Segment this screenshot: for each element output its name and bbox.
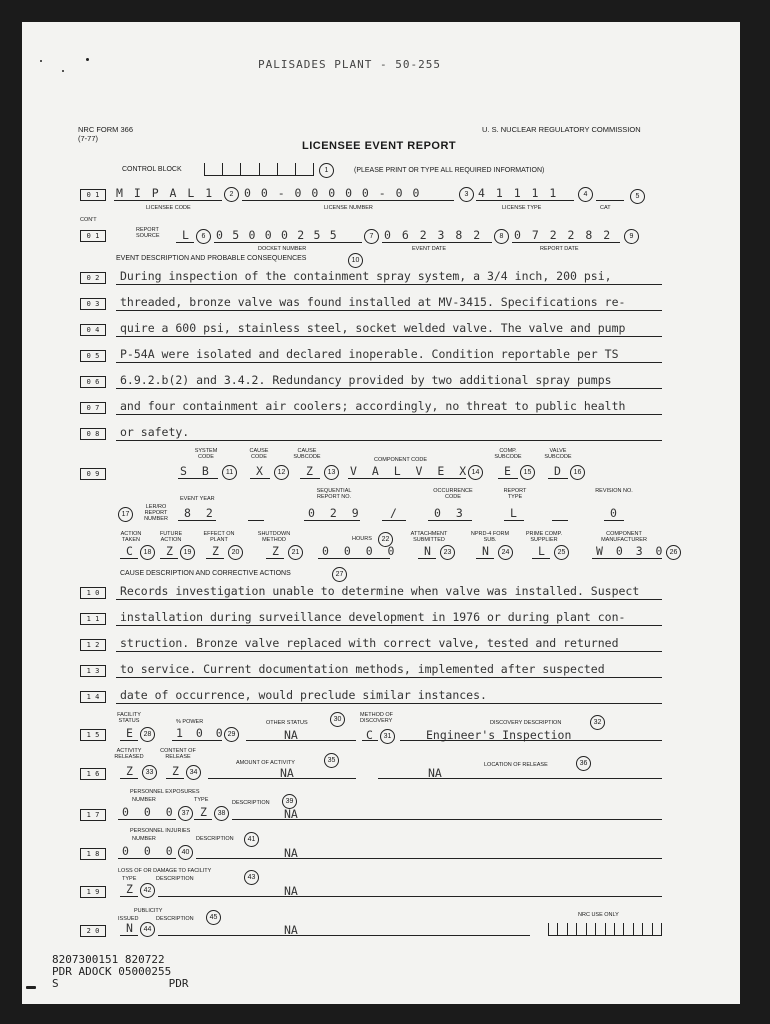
field-marker-7: 7 (364, 229, 379, 244)
discovery-method: C (366, 728, 373, 742)
event-year: 8 2 (184, 506, 217, 520)
damage-desc-label: DESCRIPTION (156, 876, 194, 882)
field-marker-43: 43 (244, 870, 259, 885)
field-marker-18: 18 (140, 545, 155, 560)
field-marker-13: 13 (324, 465, 339, 480)
scan-speck (40, 60, 42, 62)
control-block-label: CONTROL BLOCK (122, 166, 182, 173)
ler-label: LER/RO REPORT NUMBER (144, 504, 168, 522)
publicity-desc-label: DESCRIPTION (156, 916, 194, 922)
field-marker-42: 42 (140, 883, 155, 898)
row-number: 1 0 (80, 587, 106, 599)
injuries-number: 0 0 0 (122, 844, 177, 858)
agency-name: U. S. NUCLEAR REGULATORY COMMISSION (482, 125, 641, 134)
field-marker-44: 44 (140, 922, 155, 937)
hours-value: 0 0 0 0 (322, 544, 399, 558)
sequential-number: 0 2 9 (308, 506, 363, 520)
cause-code-label: CAUSE CODE (249, 448, 269, 460)
field-marker-15: 15 (520, 465, 535, 480)
row-number-19: 1 9 (80, 886, 106, 898)
field-marker-20: 20 (228, 545, 243, 560)
field-marker-41: 41 (244, 832, 259, 847)
prime-comp-label: PRIME COMP. SUPPLIER (525, 531, 563, 543)
license-number: 0 0 - 0 0 0 0 0 - 0 0 (244, 186, 421, 200)
row-number-09: 0 9 (80, 468, 106, 480)
occurrence-code: 0 3 (434, 506, 467, 520)
field-marker-29: 29 (224, 727, 239, 742)
field-marker-21: 21 (288, 545, 303, 560)
field-marker-32: 32 (590, 715, 605, 730)
component-code: V A L V E X (350, 464, 471, 478)
ler-slash: / (390, 506, 397, 520)
future-action: Z (166, 544, 173, 558)
row-number: 1 2 (80, 639, 106, 651)
field-marker-28: 28 (140, 727, 155, 742)
discovery-desc-label: DISCOVERY DESCRIPTION (490, 720, 562, 726)
valve-subcode: D (554, 464, 561, 478)
row-number: 0 5 (80, 350, 106, 362)
activity-released: Z (126, 764, 133, 778)
row-number: 0 3 (80, 298, 106, 310)
field-marker-12: 12 (274, 465, 289, 480)
row-number: 0 4 (80, 324, 106, 336)
license-number-label: LICENSE NUMBER (324, 205, 373, 211)
writing-line (116, 362, 662, 363)
document-title: LICENSEE EVENT REPORT (302, 140, 457, 152)
publicity-issued-label: ISSUED (118, 916, 139, 922)
nprd-form: N (482, 544, 489, 558)
description-line: to service. Current documentation methods, implemented after suspected (120, 662, 605, 676)
cause-code: X (256, 464, 263, 478)
effect-label: EFFECT ON PLANT (203, 531, 235, 543)
writing-line (116, 651, 662, 652)
facility-status: E (126, 726, 133, 740)
description-line: P-54A were isolated and declared inoperable. Condition reportable per TS (120, 347, 619, 361)
field-marker-38: 38 (214, 806, 229, 821)
writing-line (116, 336, 662, 337)
row-number: 0 7 (80, 402, 106, 414)
publicity-description: NA (284, 923, 298, 937)
description-line: quire a 600 psi, stainless steel, socket welded valve. The valve and pump (120, 321, 626, 335)
form-id: NRC FORM 366 (78, 125, 134, 134)
attachment-label: ATTACHMENT SUBMITTED (410, 531, 448, 543)
writing-line (116, 284, 662, 285)
field-marker-27: 27 (332, 567, 347, 582)
revision-number: 0 (610, 506, 617, 520)
nrc-use-boxes (548, 923, 662, 936)
field-marker-30: 30 (330, 712, 345, 727)
amount-activity-label: AMOUNT OF ACTIVITY (236, 760, 295, 766)
damage-type: Z (126, 882, 133, 896)
row-number-20: 2 0 (80, 925, 106, 937)
effect-on-plant: Z (212, 544, 219, 558)
field-marker-45: 45 (206, 910, 221, 925)
event-date-label: EVENT DATE (412, 246, 447, 252)
facility-status-label: FACILITY STATUS (117, 712, 141, 724)
report-page (22, 22, 740, 1004)
field-marker-3: 3 (459, 187, 474, 202)
writing-line (116, 625, 662, 626)
field-marker-17: 17 (118, 507, 133, 522)
field-marker-40: 40 (178, 845, 193, 860)
control-block-boxes (204, 163, 314, 176)
publicity-issued: N (126, 921, 133, 935)
field-marker-23: 23 (440, 545, 455, 560)
licensee-code-label: LICENSEE CODE (146, 205, 191, 211)
exposures-section-label: PERSONNEL EXPOSURES (130, 789, 200, 795)
event-section-label: EVENT DESCRIPTION AND PROBABLE CONSEQUENCES (116, 255, 307, 262)
field-marker-35: 35 (324, 753, 339, 768)
action-taken-label: ACTION TAKEN (120, 531, 142, 543)
report-date: 0 7 2 2 8 2 (514, 228, 613, 242)
field-marker-14: 14 (468, 465, 483, 480)
location-of-release: NA (428, 766, 442, 780)
event-date: 0 6 2 3 8 2 (384, 228, 483, 242)
field-marker-36: 36 (576, 756, 591, 771)
exposures-number: 0 0 0 (122, 805, 177, 819)
discovery-method-label: METHOD OF DISCOVERY (360, 712, 393, 724)
row-number: 0 8 (80, 428, 106, 440)
comp-subcode: E (504, 464, 511, 478)
description-line: 6.9.2.b(2) and 3.4.2. Redundancy provided by two additional spray pumps (120, 373, 612, 387)
power-label: % POWER (176, 719, 204, 725)
writing-line (116, 599, 662, 600)
field-marker-1: 1 (319, 163, 334, 178)
row-number-01b: 0 1 (80, 230, 106, 242)
writing-line (116, 440, 662, 441)
field-marker-4: 4 (578, 187, 593, 202)
damage-description: NA (284, 884, 298, 898)
continue-label: CON'T (80, 217, 97, 223)
component-code-label: COMPONENT CODE (374, 457, 428, 463)
field-marker-2: 2 (224, 187, 239, 202)
scan-speck (62, 70, 64, 72)
field-marker-39: 39 (282, 794, 297, 809)
damage-type-label: TYPE (122, 876, 137, 882)
injuries-section-label: PERSONNEL INJURIES (130, 828, 191, 834)
writing-line (116, 677, 662, 678)
other-status: NA (284, 728, 298, 742)
form-date: (7-77) (78, 134, 99, 143)
row-number: 1 4 (80, 691, 106, 703)
field-marker-33: 33 (142, 765, 157, 780)
field-marker-34: 34 (186, 765, 201, 780)
writing-line (116, 388, 662, 389)
amount-of-activity: NA (280, 766, 294, 780)
plant-title: PALISADES PLANT - 50-255 (258, 58, 441, 71)
stamp-line-3 (52, 978, 189, 990)
instruction-text: (PLEASE PRINT OR TYPE ALL REQUIRED INFORMATION) (354, 167, 545, 174)
writing-line (116, 414, 662, 415)
stamp-line-1: 8207300151 820722 (52, 953, 165, 966)
exposures-type: Z (200, 805, 207, 819)
discovery-description: Engineer's Inspection (426, 728, 572, 742)
field-marker-11: 11 (222, 465, 237, 480)
exposures-description: NA (284, 807, 298, 821)
field-marker-16: 16 (570, 465, 585, 480)
row-number-16: 1 6 (80, 768, 106, 780)
scan-speck (86, 58, 89, 61)
row-number: 1 3 (80, 665, 106, 677)
field-marker-25: 25 (554, 545, 569, 560)
writing-line (116, 310, 662, 311)
occurrence-label: OCCURRENCE CODE (433, 488, 473, 500)
scan-speck (26, 986, 36, 989)
field-marker-24: 24 (498, 545, 513, 560)
row-number: 0 2 (80, 272, 106, 284)
power-value: 1 0 0 (176, 726, 226, 740)
publicity-section-label: PUBLICITY (134, 908, 163, 914)
docket-number-label: DOCKET NUMBER (258, 246, 307, 252)
prime-comp-supplier: L (538, 544, 545, 558)
injuries-description: NA (284, 846, 298, 860)
row-number: 1 1 (80, 613, 106, 625)
activity-released-label: ACTIVITY RELEASED (114, 748, 144, 760)
field-marker-37: 37 (178, 806, 193, 821)
description-line: or safety. (120, 425, 190, 439)
row-number-01: 0 1 (80, 189, 106, 201)
report-source: L (182, 228, 189, 242)
field-marker-10: 10 (348, 253, 363, 268)
field-marker-19: 19 (180, 545, 195, 560)
exposures-desc-label: DESCRIPTION (232, 800, 270, 806)
field-marker-6: 6 (196, 229, 211, 244)
description-line: threaded, bronze valve was found installed at MV-3415. Specifications re- (120, 295, 626, 309)
exposures-type-label: TYPE (194, 797, 209, 803)
event-year-label: EVENT YEAR (180, 496, 215, 502)
shutdown-method: Z (272, 544, 279, 558)
row-number: 0 6 (80, 376, 106, 388)
action-taken: C (126, 544, 133, 558)
stamp-pdr: PDR (168, 977, 189, 990)
sequential-label: SEQUENTIAL REPORT NO. (316, 488, 352, 500)
report-date-label: REPORT DATE (540, 246, 579, 252)
report-source-label: REPORT SOURCE (136, 227, 160, 239)
field-marker-8: 8 (494, 229, 509, 244)
comp-subcode-label: COMP. SUBCODE (494, 448, 522, 460)
other-status-label: OTHER STATUS (266, 720, 308, 726)
row-number-17: 1 7 (80, 809, 106, 821)
writing-line (116, 703, 662, 704)
description-line: struction. Bronze valve replaced with correct valve, tested and returned (120, 636, 619, 650)
shutdown-label: SHUTDOWN METHOD (257, 531, 291, 543)
injuries-desc-label: DESCRIPTION (196, 836, 234, 842)
report-type: L (510, 506, 517, 520)
location-release-label: LOCATION OF RELEASE (484, 762, 548, 768)
description-line: During inspection of the containment spray system, a 3/4 inch, 200 psi, (120, 269, 612, 283)
field-marker-5: 5 (630, 189, 645, 204)
description-line: installation during surveillance development in 1976 or during plant con- (120, 610, 626, 624)
description-line: and four containment air coolers; accordingly, no threat to public health (120, 399, 626, 413)
component-manufacturer: W 0 3 0 (596, 544, 666, 558)
license-type-label: LICENSE TYPE (502, 205, 542, 211)
stamp-s: S (52, 977, 59, 990)
field-marker-31: 31 (380, 729, 395, 744)
future-action-label: FUTURE ACTION (159, 531, 183, 543)
nprd-label: NPRD-4 FORM SUB. (470, 531, 510, 543)
cause-subcode: Z (306, 464, 313, 478)
license-type: 4 1 1 1 1 (478, 186, 559, 200)
nrc-use-label: NRC USE ONLY (578, 912, 619, 918)
system-code: S B (180, 464, 213, 478)
description-line: Records investigation unable to determine when valve was installed. Suspect (120, 584, 640, 598)
cause-section-label: CAUSE DESCRIPTION AND CORRECTIVE ACTIONS (120, 570, 291, 577)
injuries-number-label: NUMBER (132, 836, 156, 842)
docket-number: 0 5 0 0 0 2 5 5 (216, 228, 338, 242)
field-marker-9: 9 (624, 229, 639, 244)
pdr-stamp (52, 954, 189, 990)
hours-label: HOURS (352, 536, 372, 542)
cat-label: CAT (600, 205, 611, 211)
licensee-code: M I P A L 1 (116, 186, 215, 200)
content-release-label: CONTENT OF RELEASE (160, 748, 196, 760)
content-of-release: Z (172, 764, 179, 778)
system-code-label: SYSTEM CODE (194, 448, 218, 460)
description-line: date of occurrence, would preclude similar instances. (120, 688, 487, 702)
field-marker-22: 22 (378, 532, 393, 547)
report-type-label: REPORT TYPE (503, 488, 527, 500)
valve-subcode-label: VALVE SUBCODE (544, 448, 572, 460)
cause-subcode-label: CAUSE SUBCODE (293, 448, 321, 460)
row-number-15: 1 5 (80, 729, 106, 741)
damage-section-label: LOSS OF OR DAMAGE TO FACILITY (118, 868, 212, 874)
stamp-line-2: PDR ADOCK 05000255 (52, 965, 172, 978)
field-marker-26: 26 (666, 545, 681, 560)
manufacturer-label: COMPONENT MANUFACTURER (601, 531, 647, 543)
revision-label: REVISION NO. (595, 488, 633, 494)
row-number-18: 1 8 (80, 848, 106, 860)
exposures-number-label: NUMBER (132, 797, 156, 803)
attachment-submitted: N (424, 544, 431, 558)
